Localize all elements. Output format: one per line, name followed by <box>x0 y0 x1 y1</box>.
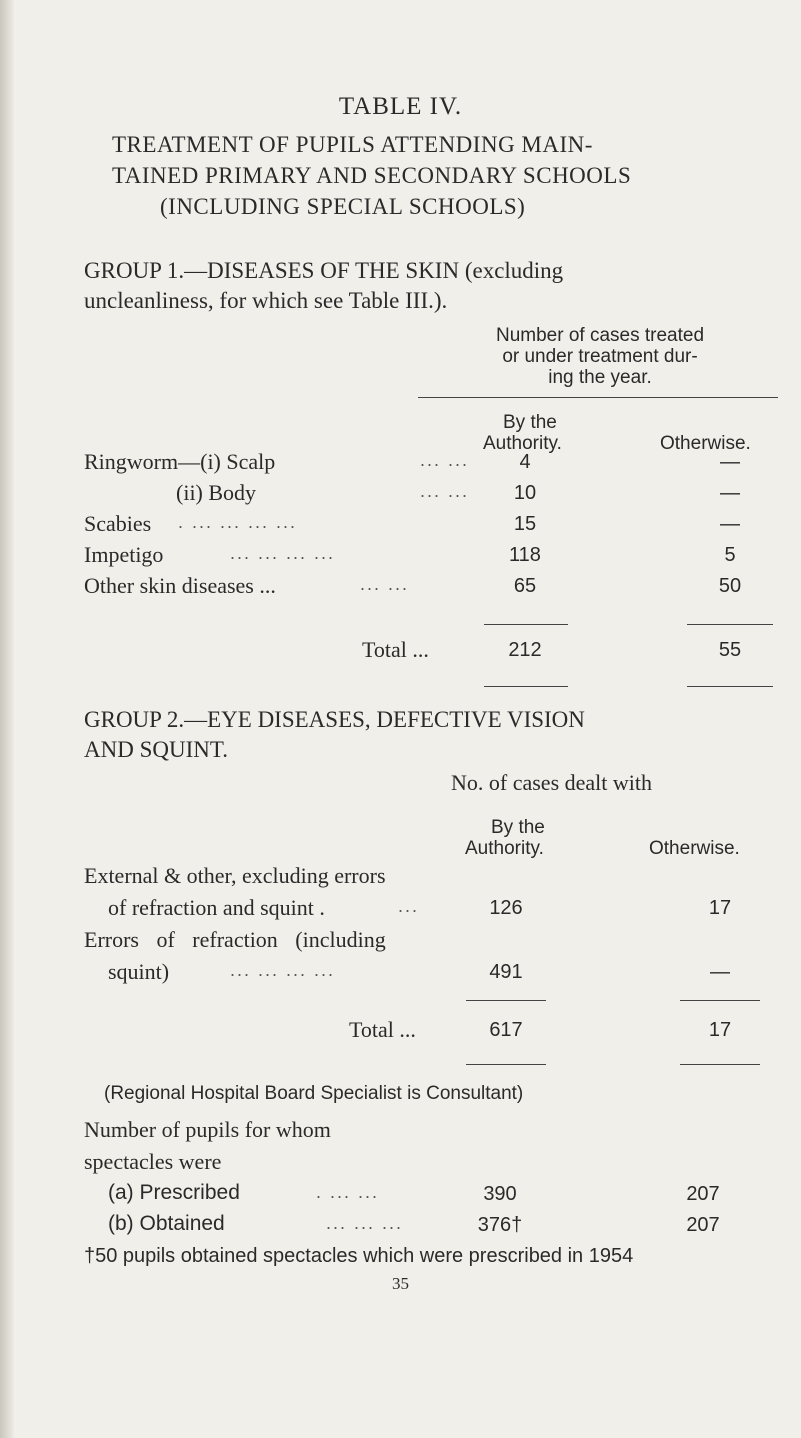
group1-column-header-line-3: ing the year. <box>548 367 652 388</box>
group2-total-otherwise: 17 <box>708 1019 732 1041</box>
group1-row-leader: ... ... <box>360 574 410 594</box>
group2-row1-authority: 126 <box>489 897 523 919</box>
heading-line-3: (INCLUDING SPECIAL SCHOOLS) <box>160 194 526 219</box>
spectacles-intro-line-1: Number of pupils for whom <box>84 1117 331 1142</box>
group2-row1-line-2: of refraction and squint . <box>108 895 325 920</box>
group1-row-otherwise: — <box>720 513 740 535</box>
spectacles-prescribed-otherwise: 207 <box>686 1183 720 1205</box>
group1-row-label: (ii) Body <box>176 480 257 505</box>
group2-row1-otherwise: 17 <box>708 897 732 919</box>
group1-row-otherwise: — <box>720 451 740 473</box>
group1-col-by-line-2: Authority. <box>483 433 562 454</box>
group1-row-otherwise: 5 <box>724 544 736 566</box>
group1-row-authority: 10 <box>513 482 537 504</box>
group1-row-leader: . ... ... ... ... <box>178 512 298 532</box>
group2-title-line-1: GROUP 2.—EYE DISEASES, DEFECTIVE VISION <box>84 707 585 732</box>
spectacles-prescribed-label: (a) Prescribed <box>108 1181 240 1204</box>
group1-col-otherwise: Otherwise. <box>660 433 751 454</box>
group1-total-bottom-rule-otherwise <box>687 686 773 687</box>
group1-row-label: Scabies <box>84 511 152 536</box>
spectacles-obtained-label: (b) Obtained <box>108 1212 225 1235</box>
group2-total-bottom-rule-otherwise <box>680 1064 760 1065</box>
spectacles-prescribed-leader: . ... ... <box>316 1182 380 1202</box>
spectacles-intro-line-2: spectacles were <box>84 1149 222 1174</box>
group2-col-by-line-1: By the <box>491 817 545 838</box>
group2-total-rule-authority <box>466 1000 546 1001</box>
group2-total-rule-otherwise <box>680 1000 760 1001</box>
group2-row2-line-1: Errors of refraction (including <box>84 927 386 952</box>
group1-row-authority: 118 <box>509 544 541 566</box>
group1-row-label: Impetigo <box>84 542 164 567</box>
group1-row-authority: 4 <box>519 451 531 473</box>
group2-row2-leader: ... ... ... ... <box>230 960 336 980</box>
spectacles-obtained-authority: 376† <box>477 1214 523 1236</box>
group1-total-rule-otherwise <box>687 624 773 625</box>
page-edge-shadow <box>0 0 14 1438</box>
group1-col-by-line-1: By the <box>503 412 557 433</box>
group2-col-by-line-2: Authority. <box>465 838 544 859</box>
heading-line-1: TREATMENT OF PUPILS ATTENDING MAIN- <box>112 132 593 157</box>
heading-line-2: TAINED PRIMARY AND SECONDARY SCHOOLS <box>112 163 632 188</box>
group2-row1-line-1: External & other, excluding errors <box>84 863 386 888</box>
group1-total-label: Total ... <box>362 637 429 662</box>
table-label: TABLE IV. <box>338 93 463 120</box>
group2-column-header: No. of cases dealt with <box>451 770 652 795</box>
group1-row-leader: ... ... ... ... <box>230 543 336 563</box>
group1-title-line-2: uncleanliness, for which see Table III.). <box>84 288 448 313</box>
footnote: †50 pupils obtained spectacles which were prescribed in 1954 <box>84 1245 634 1267</box>
group1-title-line-1: GROUP 1.—DISEASES OF THE SKIN (excluding <box>84 258 564 283</box>
group2-row2-otherwise: — <box>710 961 730 983</box>
spectacles-obtained-otherwise: 207 <box>686 1214 720 1236</box>
group1-row-label: Ringworm—(i) Scalp <box>84 449 276 474</box>
group2-total-bottom-rule-authority <box>466 1064 546 1065</box>
group1-row-authority: 65 <box>513 575 537 597</box>
group1-row-otherwise: — <box>720 482 740 504</box>
group1-column-header-line-1: Number of cases treated <box>495 325 705 346</box>
group1-total-otherwise: 55 <box>718 639 742 661</box>
group2-col-otherwise: Otherwise. <box>649 838 740 859</box>
group1-column-header-line-2: or under treatment dur- <box>502 346 698 367</box>
group1-total-rule-authority <box>484 624 568 625</box>
group1-row-leader: ... ... <box>420 481 470 501</box>
group2-row2-authority: 491 <box>489 961 523 983</box>
spectacles-prescribed-authority: 390 <box>483 1183 517 1205</box>
consultant-note: (Regional Hospital Board Specialist is Consultant) <box>104 1083 524 1104</box>
group2-total-label: Total ... <box>349 1017 416 1042</box>
group1-row-otherwise: 50 <box>718 575 742 597</box>
group2-row1-leader: ... <box>398 896 420 916</box>
group1-header-rule <box>418 397 778 398</box>
group1-total-authority: 212 <box>508 639 542 661</box>
group2-row2-line-2: squint) <box>108 959 170 984</box>
group2-title-line-2: AND SQUINT. <box>84 737 228 762</box>
group1-row-leader: ... ... <box>420 450 470 470</box>
spectacles-obtained-leader: ... ... ... <box>326 1213 404 1233</box>
page-number: 35 <box>392 1274 409 1293</box>
group1-row-label: Other skin diseases ... <box>84 573 276 598</box>
group1-row-authority: 15 <box>513 513 537 535</box>
group2-total-authority: 617 <box>489 1019 523 1041</box>
group1-total-bottom-rule-authority <box>484 686 568 687</box>
